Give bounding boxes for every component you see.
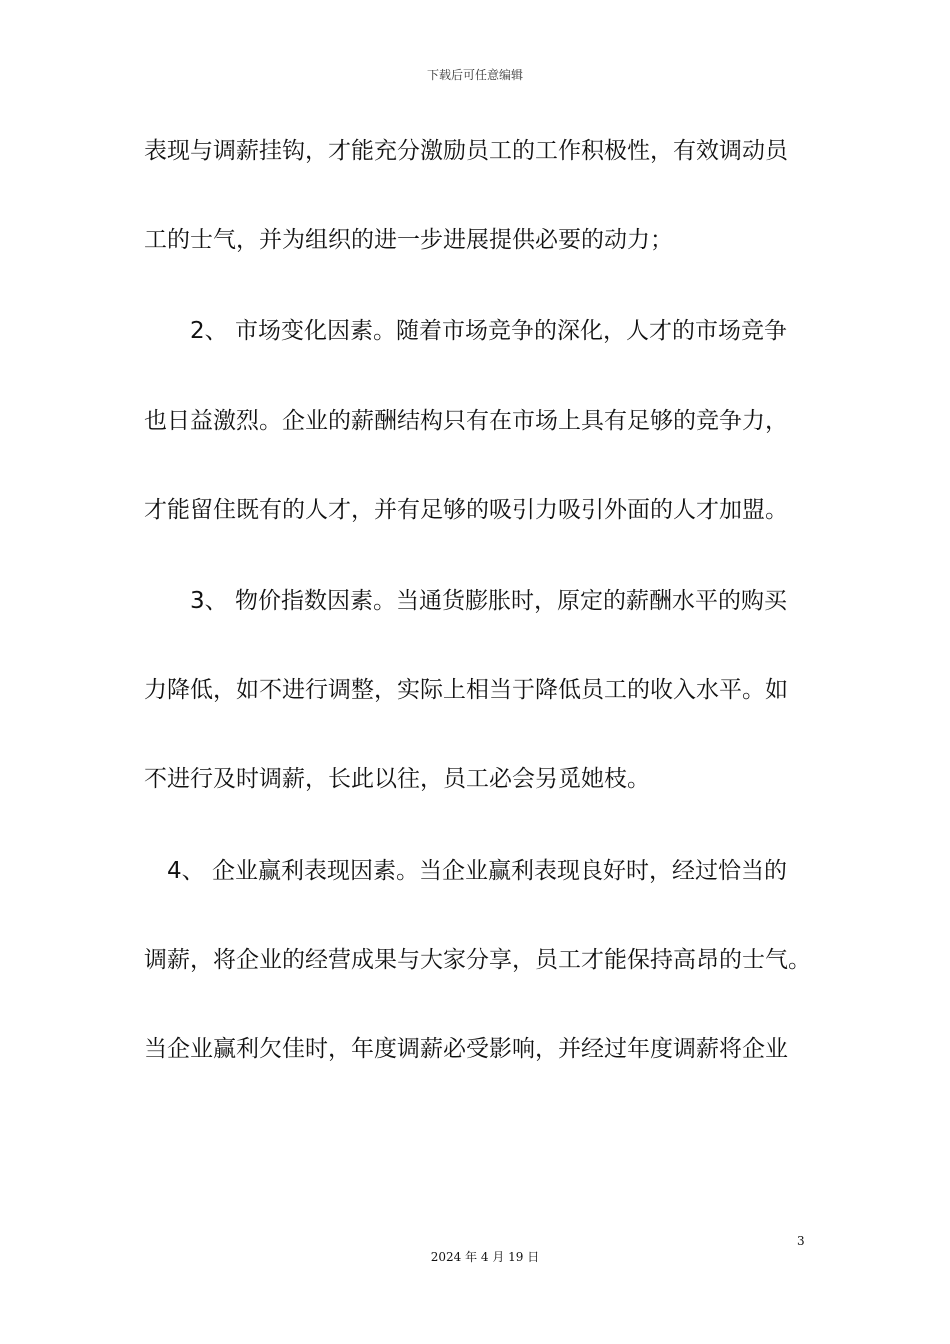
page-footer-date: 2024 年 4 月 19 日 <box>430 1250 540 1264</box>
page-number: 3 <box>797 1234 805 1248</box>
page-header: 下载后可任意编辑 <box>426 68 523 82</box>
list-item-3-line-1: 3、 物价指数因素。当通货膨胀时，原定的薪酬水平的购买 <box>190 588 787 614</box>
list-item-4-line-1: 4、 企业赢利表现因素。当企业赢利表现良好时，经过恰当的 <box>167 858 787 884</box>
body-line-5: 才能留住既有的人才，并有足够的吸引力吸引外面的人才加盟。 <box>144 497 788 523</box>
list-item-2-line-1: 2、 市场变化因素。随着市场竞争的深化，人才的市场竞争 <box>190 318 787 344</box>
body-line-10: 调薪，将企业的经营成果与大家分享，员工才能保持高昂的士气。 <box>144 947 811 973</box>
body-line-4: 也日益激烈。企业的薪酬结构只有在市场上具有足够的竞争力， <box>144 408 788 434</box>
body-line-2: 工的士气，并为组织的进一步进展提供必要的动力； <box>144 227 673 253</box>
body-line-11: 当企业赢利欠佳时，年度调薪必受影响，并经过年度调薪将企业 <box>144 1036 788 1062</box>
body-line-1: 表现与调薪挂钩，才能充分激励员工的工作积极性，有效调动员 <box>144 138 788 164</box>
body-line-7: 力降低，如不进行调整，实际上相当于降低员工的收入水平。如 <box>144 677 788 703</box>
body-line-8: 不进行及时调薪，长此以往，员工必会另觅她枝。 <box>144 766 650 792</box>
